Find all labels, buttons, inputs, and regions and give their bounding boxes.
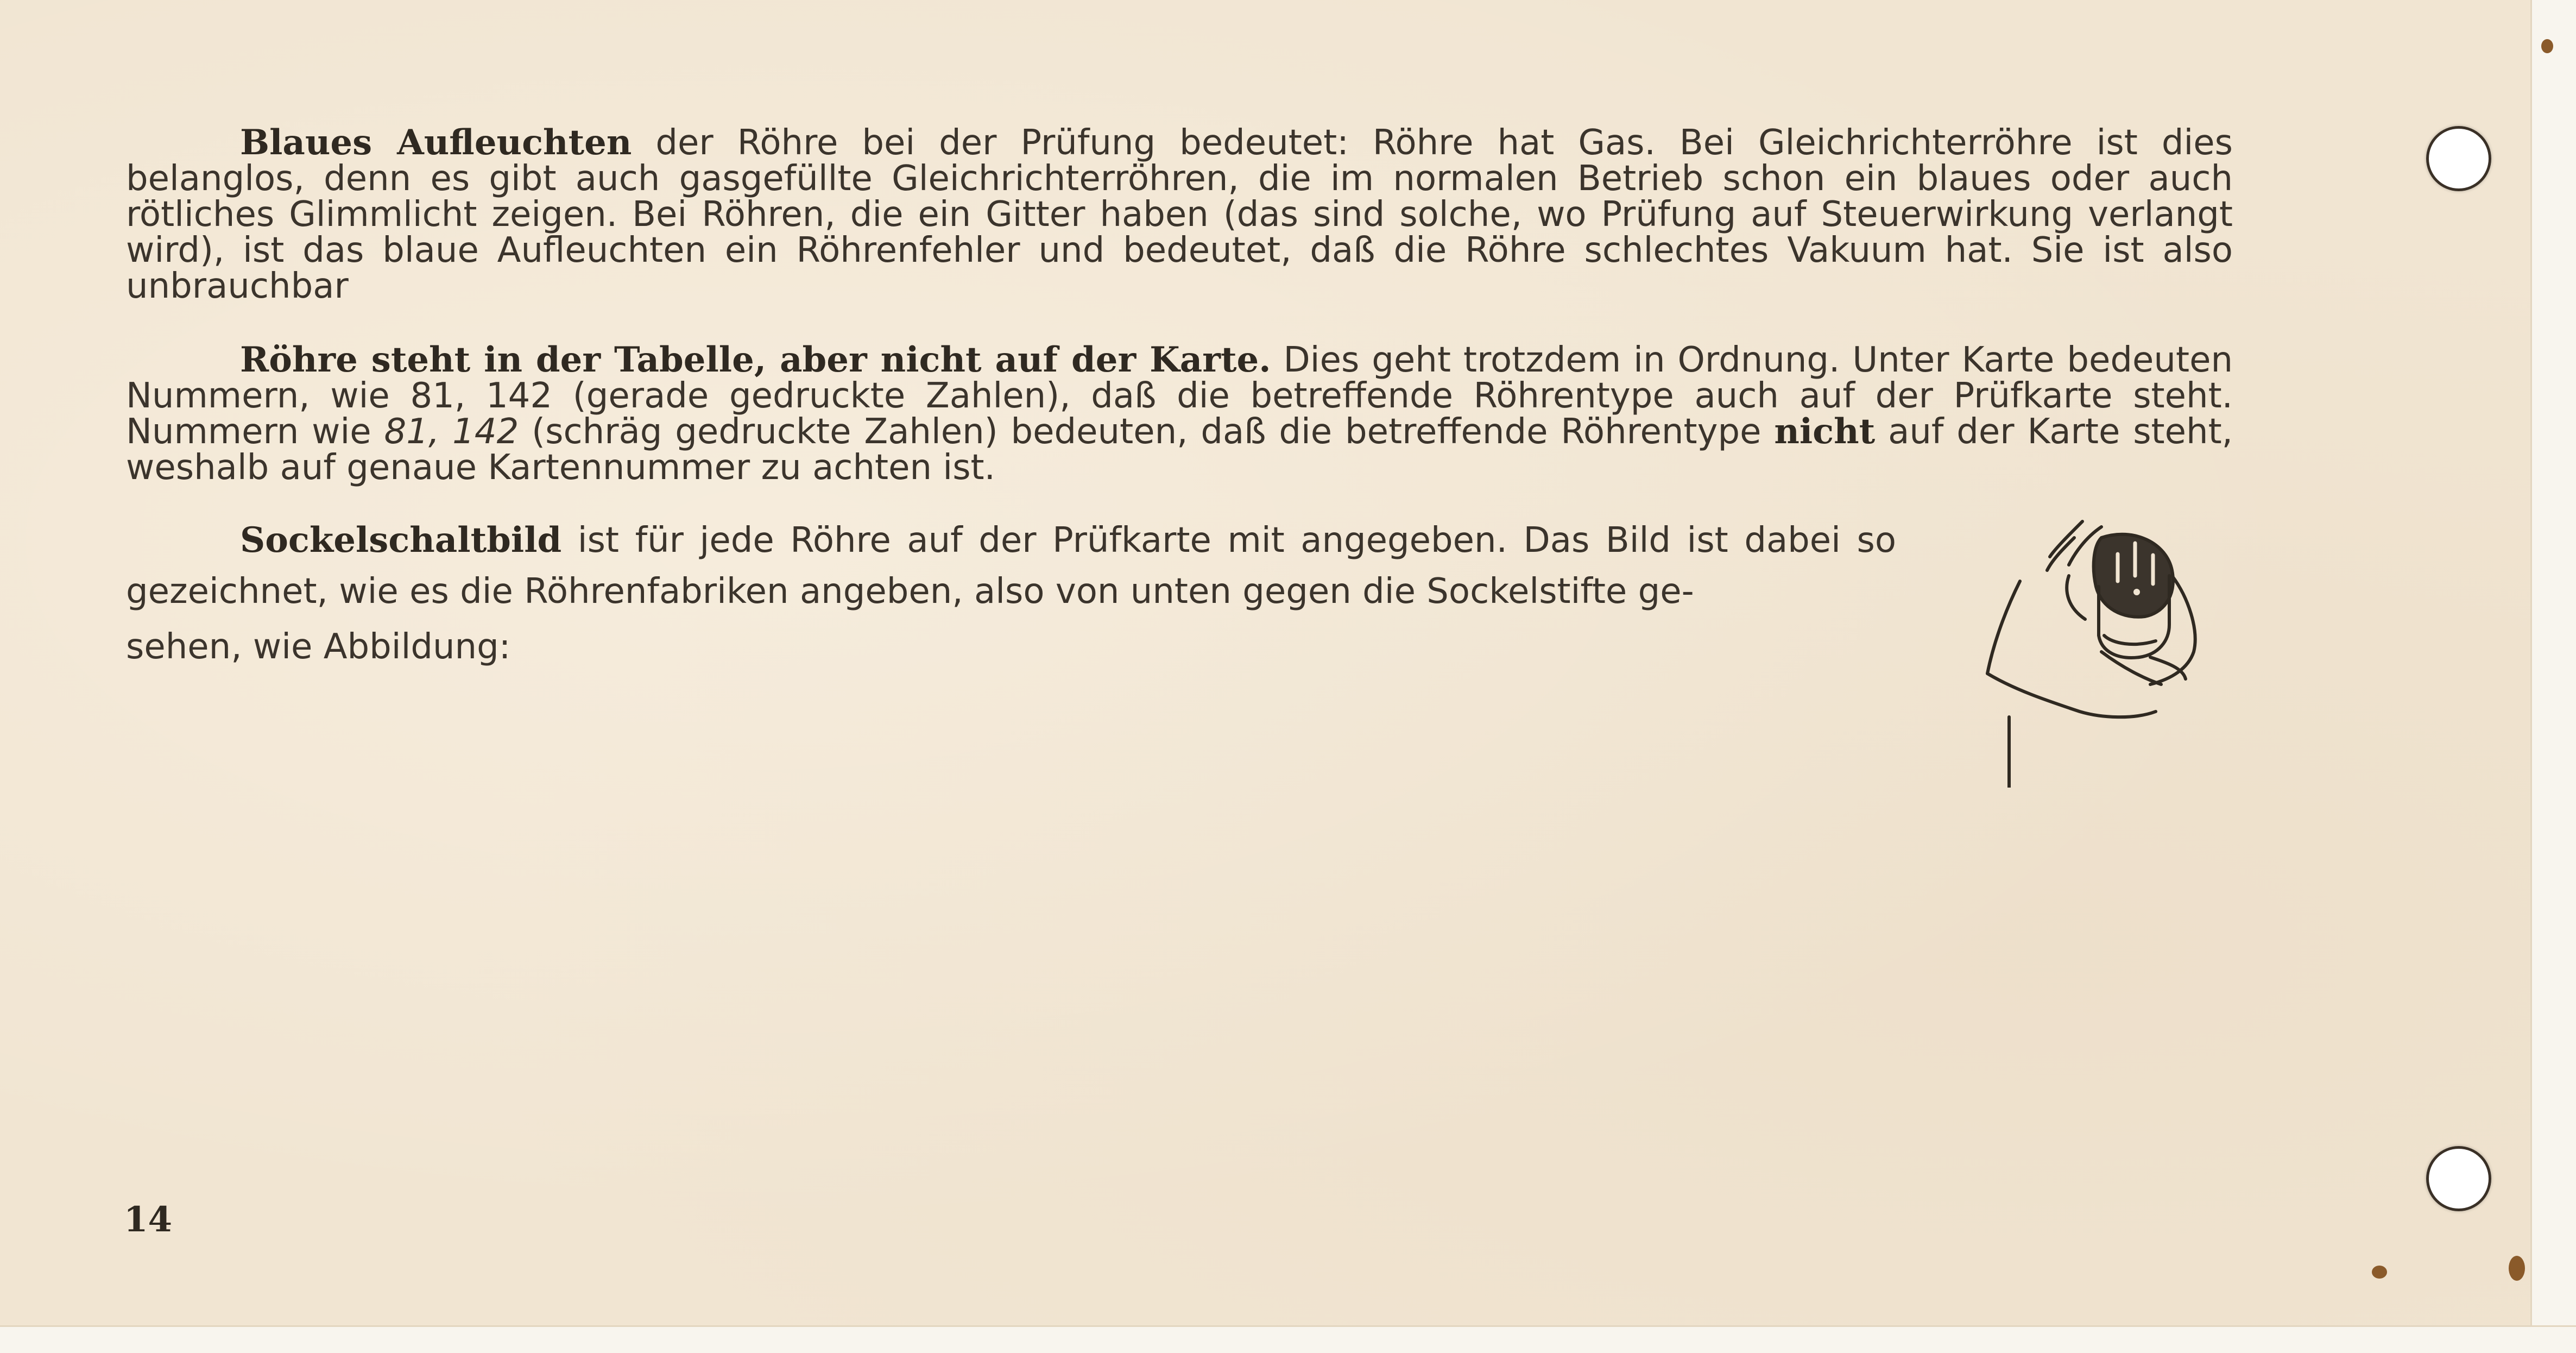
paragraph-text: (schräg gedruckte Zahlen) bedeuten, daß die betreffende Röhrentype — [519, 412, 1775, 452]
paragraph-lead: Sockelschaltbild — [240, 520, 562, 561]
stain-spot — [2372, 1266, 2387, 1279]
paragraph-table-not-on-card — [126, 339, 2233, 488]
punch-hole-bottom — [2426, 1146, 2491, 1211]
paper-edge-right — [2530, 0, 2576, 1353]
hand-holding-tube-icon — [1939, 505, 2221, 788]
paragraph-lead: Blaues Aufleuchten — [240, 122, 632, 163]
emphasis-word: nicht — [1774, 411, 1876, 452]
stain-spot — [2509, 1256, 2525, 1281]
stain-spot — [2541, 39, 2553, 53]
paragraph-body — [126, 515, 1896, 617]
paragraph-socket-diagram — [126, 515, 1896, 665]
paragraph-text: ist für jede Röhre auf der Prüfkarte mit angegeben. Das Bild ist dabei so gezeichnet, wie es die Röhrenfabriken angeben, also von unten gegen die Sockelstifte ge- — [126, 520, 1896, 612]
punch-hole-top — [2426, 126, 2491, 191]
paragraph-text: Dies geht trotzdem in Ordnung. Unter Karte bedeuten Nummern, wie 81, 142 (gerade gedruckte Zahlen), daß die betreffende Röhrentype auch auf der Prüfkarte steht. Nummern wie — [126, 340, 2233, 452]
page-number: 14 — [124, 1199, 173, 1240]
paragraph-text: der Röhre bei der Prüfung bedeutet: Röhre hat Gas. Bei Gleichrichterröhre ist dies belanglos, denn es gibt auch gasgefüllte Gleichrichterröhren, die im normalen Betrieb schon ein blaues oder auch rötliches Glimmlicht zeigen. Bei Röhren, die ein Gitter haben (das sind solche, wo Prüfung auf Steuerwirkung verlangt wird), ist das blaue Aufleuchten ein Röhrenfehler und bedeutet, daß die Röhre schlechtes Vakuum hat. Sie ist also unbrauchbar — [126, 123, 2233, 306]
paragraph-text: auf der Karte steht, weshalb auf genaue Kartennummer zu achten ist. — [126, 412, 2233, 488]
italic-numbers: 81, 142 — [384, 412, 519, 452]
paragraph-blue-glow — [126, 122, 2233, 306]
paper-edge-bottom — [0, 1325, 2576, 1353]
paragraph-last-line: sehen, wie Abbildung: — [126, 627, 511, 667]
paragraph-lead: Röhre steht in der Tabelle, aber nicht auf der Karte. — [240, 339, 1271, 380]
